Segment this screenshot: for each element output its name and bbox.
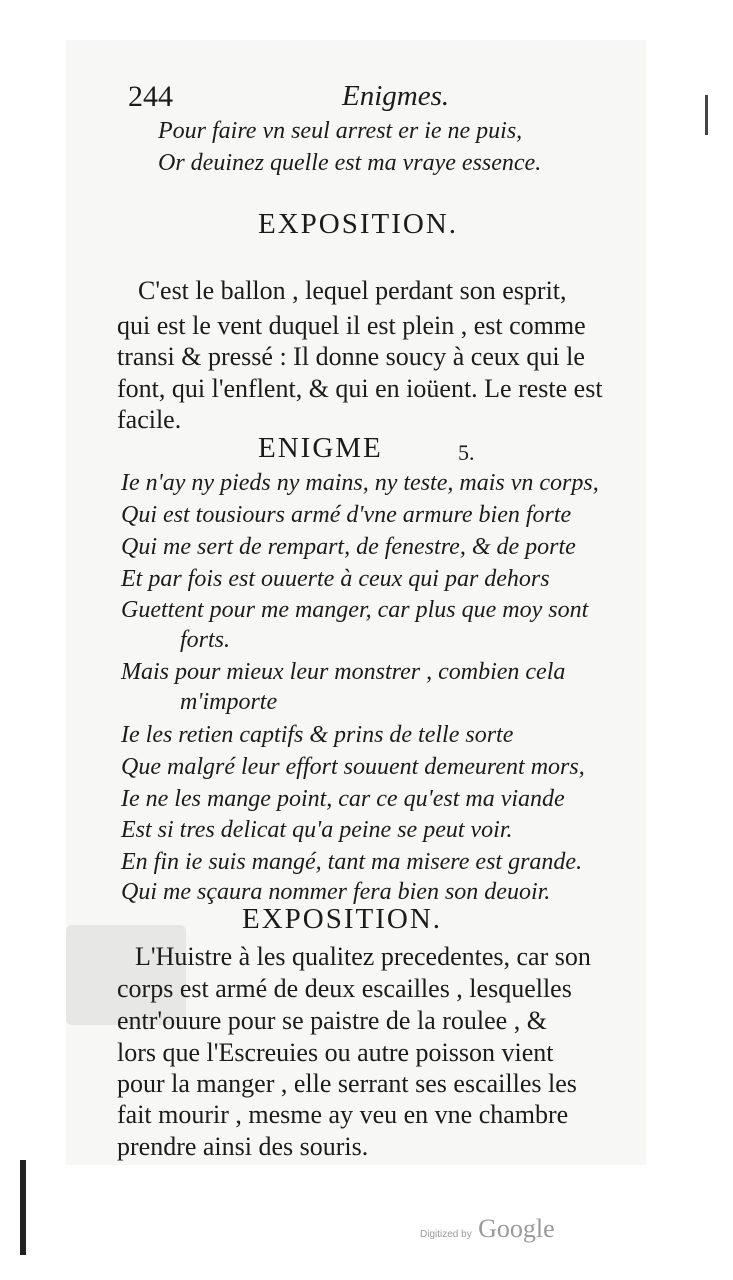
running-title: Enigmes. [342,80,450,112]
verse-line: Ie ne les mange point, car ce qu'est ma viande [121,786,565,812]
page-number: 244 [128,80,173,113]
verse-line: Ie les retien captifs & prins de telle sorte [121,722,514,748]
prose-line: font, qui l'enflent, & qui en ioüent. Le reste est [117,374,603,403]
section-heading-enigme: ENIGME [258,432,383,464]
verse-line: Et par fois est ouuerte à ceux qui par dehors [121,566,550,592]
verse-line: Pour faire vn seul arrest er ie ne puis, [158,118,523,144]
enigme-number: 5. [458,440,475,465]
prose-line: facile. [117,405,182,434]
page-edge-mark [20,1160,26,1255]
prose-line: L'Huistre à les qualitez precedentes, car son [135,942,591,971]
prose-line: corps est armé de deux escailles , lesquelles [117,974,572,1003]
page-edge-mark [705,95,708,135]
prose-line: qui est le vent duquel il est plein , est comme [117,311,586,340]
verse-line: Or deuinez quelle est ma vraye essence. [158,150,542,176]
verse-line: Ie n'ay ny pieds ny mains, ny teste, mais vn corps, [121,470,599,496]
prose-line: entr'ouure pour se paistre de la roulee , & [117,1006,547,1035]
verse-line: En fin ie suis mangé, tant ma misere est grande. [121,849,583,875]
prose-line: pour la manger , elle serrant ses escailles les [117,1069,577,1098]
verse-line: Qui me sçaura nommer fera bien son deuoir. [121,879,551,905]
verse-line: Qui me sert de rempart, de fenestre, & de porte [121,534,576,560]
digitized-by-google-watermark [420,1214,555,1244]
digitized-label: Digitized by [420,1229,472,1240]
verse-line: Mais pour mieux leur monstrer , combien cela [121,659,566,685]
verse-line: Qui est tousiours armé d'vne armure bien forte [121,502,572,528]
verse-line: Que malgré leur effort souuent demeurent mors, [121,754,585,780]
section-heading-exposition: EXPOSITION. [242,903,443,935]
prose-line: transi & pressé : Il donne soucy à ceux qui le [117,342,585,371]
prose-line: lors que l'Escreuies ou autre poisson vient [117,1038,554,1067]
verse-line: Guettent pour me manger, car plus que moy sont [121,597,589,623]
prose-line: fait mourir , mesme ay veu en vne chambre [117,1100,569,1129]
verse-line: forts. [180,627,231,653]
section-heading-exposition: EXPOSITION. [258,208,459,240]
prose-line: C'est le ballon , lequel perdant son esprit, [138,276,567,305]
prose-line: prendre ainsi des souris. [117,1132,369,1161]
verse-line: Est si tres delicat qu'a peine se peut voir. [121,817,513,843]
verse-line: m'importe [180,689,278,715]
google-logo: Google [478,1214,555,1243]
